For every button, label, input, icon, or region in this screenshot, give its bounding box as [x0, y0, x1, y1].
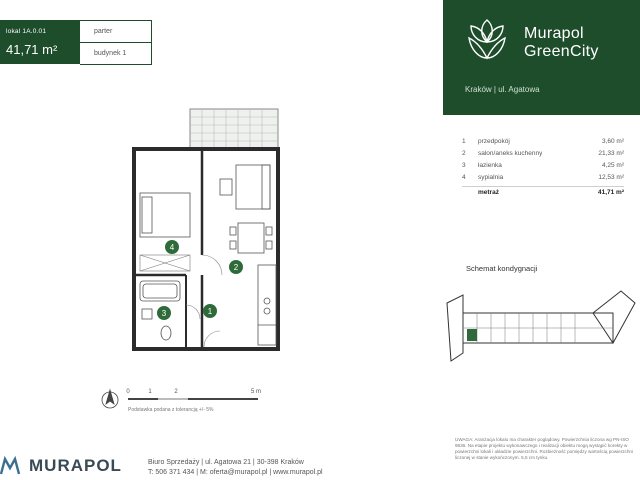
brand-name-line1: Murapol	[524, 25, 584, 42]
wardrobe	[140, 255, 190, 271]
terrace	[190, 109, 278, 149]
room-row	[462, 138, 624, 150]
bed	[140, 193, 190, 237]
room-marker-label: 3	[161, 309, 167, 318]
room-marker-label: 4	[169, 243, 175, 252]
room-number: 1	[462, 138, 466, 145]
room-area: 12,53 m²	[598, 174, 624, 181]
building-label: budynek 1	[80, 42, 151, 64]
brand-panel	[443, 0, 640, 115]
scale-tick: 2	[174, 389, 178, 395]
room-marker-label: 2	[233, 263, 239, 272]
room-area: 21,33 m²	[598, 150, 624, 157]
brand-name	[524, 25, 599, 61]
room-number: 2	[462, 150, 466, 157]
apartment-location-cells	[80, 20, 152, 65]
room-row	[462, 174, 624, 186]
total-area-row	[462, 186, 624, 201]
room-row	[462, 162, 624, 174]
room-name: sypialnia	[478, 174, 504, 181]
apartment-area: 41,71 m²	[6, 42, 58, 57]
armchair	[220, 179, 232, 195]
tolerance-note: Podstawka podana z tolerancją +/- 5%	[128, 407, 214, 413]
room-area: 3,60 m²	[601, 138, 624, 145]
room-name: łazienka	[478, 162, 502, 169]
footer-brand: MURAPOL	[29, 456, 122, 475]
disclaimer-note: UWAGA: Aranżacja lokalu ma charakter poglądowy. Powierzchnia liczona wg PN-ISO 9836. Na etapie projektu wykonawczego i realizacji obiektu mogą wystąpić korekty w powierzchni lokali i układzie powierzchni. Rozbieżność pomiędzy wartością powierzchni liczonej w stanie wykończonym. 5,5 cm tynku.	[455, 437, 633, 460]
total-area-label: metraż	[478, 189, 499, 196]
scale-tick: 1	[148, 389, 152, 395]
schemat-title: Schemat kondygnacji	[466, 264, 538, 273]
room-marker-label: 1	[207, 307, 213, 316]
total-area-value: 41,71 m²	[597, 189, 624, 196]
compass-icon	[102, 390, 118, 408]
room-name: salon/aneks kuchenny	[478, 150, 543, 157]
room-markers	[157, 240, 243, 320]
room-row	[462, 150, 624, 162]
room-number: 4	[462, 174, 466, 181]
floor-schematic	[443, 283, 640, 393]
scale-tick: 0	[126, 389, 130, 395]
apartment-number: lokal 1A.0.01	[6, 28, 47, 35]
door-swings	[186, 255, 222, 347]
footer-contact	[148, 458, 323, 478]
floor-plan	[120, 105, 290, 355]
sink	[142, 309, 152, 319]
apartment-info-box	[0, 20, 152, 64]
brand-name-line2: GreenCity	[524, 43, 599, 60]
room-area-table	[462, 138, 624, 201]
sofa	[236, 165, 270, 209]
brand-location: Kraków | ul. Agatowa	[465, 85, 540, 94]
apartment-id-panel	[0, 20, 80, 64]
lotus-leaf-icon	[463, 16, 511, 64]
bathtub	[140, 281, 180, 301]
murapol-logo-icon	[0, 456, 20, 476]
highlighted-unit	[467, 329, 477, 341]
scale-tick: 5 m	[250, 389, 262, 395]
room-number: 3	[462, 162, 466, 169]
toilet	[161, 326, 171, 340]
walls	[134, 149, 278, 349]
kitchen-counter	[258, 265, 276, 345]
room-name: przedpokój	[478, 138, 510, 145]
dining-table	[230, 223, 272, 253]
footer-phone-email: T: 506 371 434 | M: oferta@murapol.pl | www.murapol.pl	[148, 469, 323, 476]
footer-address: Biuro Sprzedaży | ul. Agatowa 21 | 30-398 Kraków	[148, 459, 304, 466]
floor-label: parter	[94, 28, 113, 35]
room-area: 4,25 m²	[601, 162, 624, 169]
